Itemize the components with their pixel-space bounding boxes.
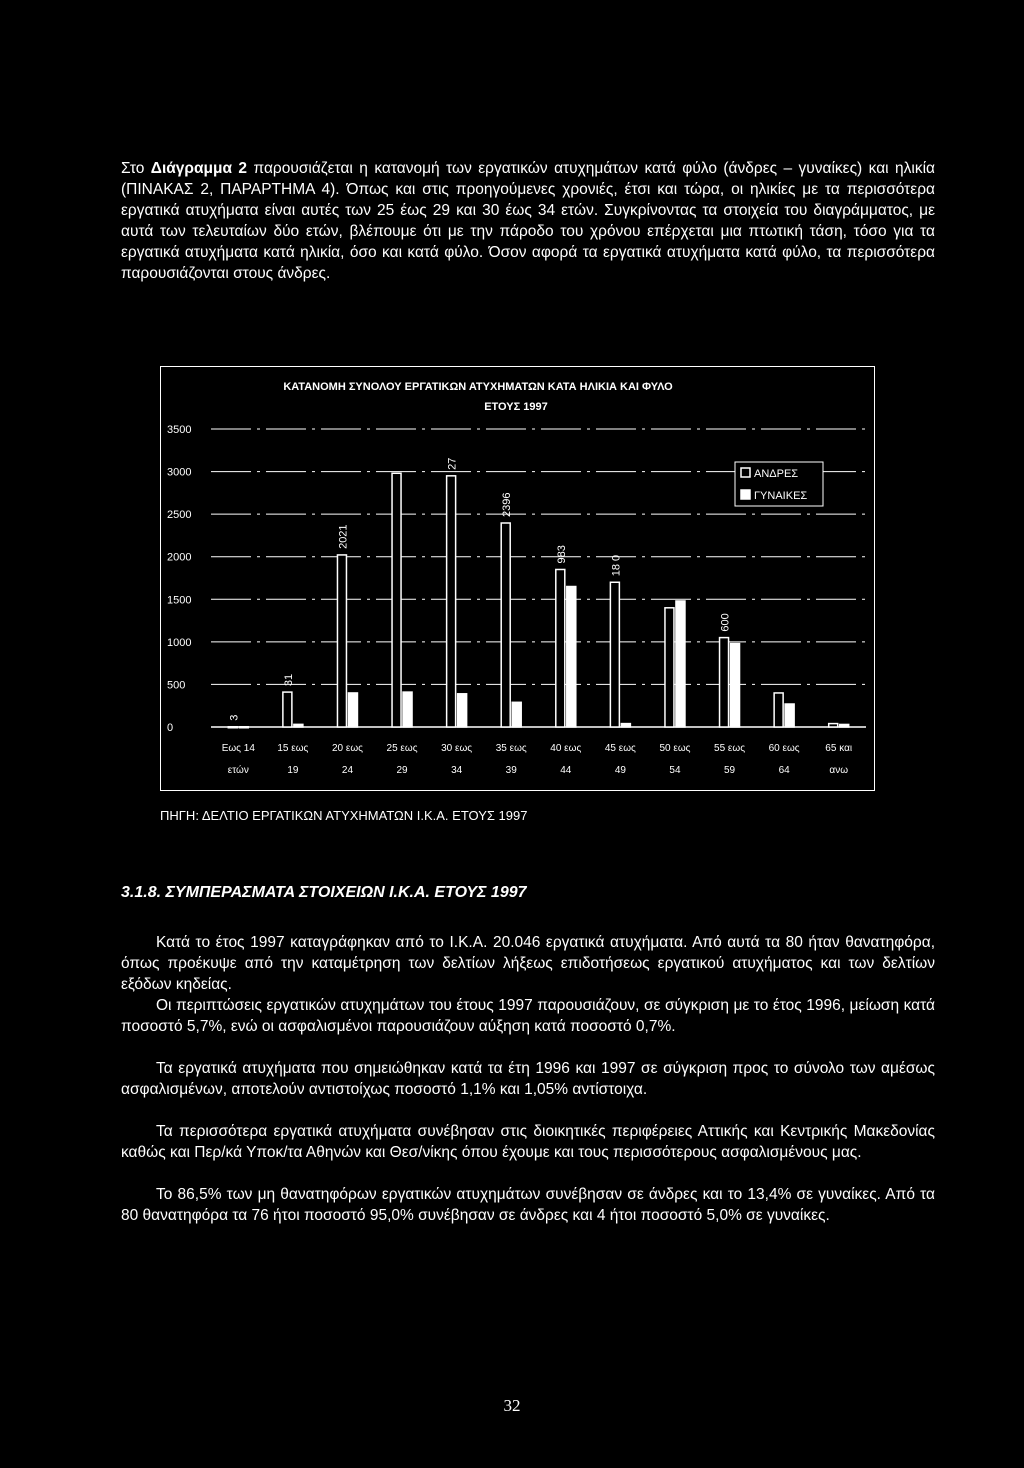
paragraph-4: Τα περισσότερα εργατικά ατυχήματα συνέβησαν στις διοικητικές περιφέρειες Αττικής και Κεντρικής Μακεδονίας καθώς και Περ/κά Υποκ/τα Αθηνών και Θεσ/νίκης όπου έχουμε και τους περισσότερους ασφαλισμένους μας.	[121, 1123, 935, 1161]
bar-women	[512, 702, 521, 727]
bar-men	[392, 473, 401, 727]
bar-data-label: 27	[446, 457, 459, 470]
bar-men	[829, 724, 838, 727]
y-tick-label: 1000	[167, 636, 192, 649]
bar-women	[785, 704, 794, 727]
x-tick-label: 34	[451, 765, 463, 776]
x-tick-label: 35 εως	[495, 743, 527, 754]
intro-bold: Διάγραμμα 2	[150, 160, 248, 177]
y-tick-label: 2000	[167, 551, 192, 564]
bar-women	[731, 644, 740, 727]
x-tick-label: 59	[723, 765, 736, 776]
bar-women	[621, 724, 630, 727]
x-tick-label: 65 και	[825, 743, 853, 754]
section-heading: 3.1.8. ΣΥΜΠΕΡΑΣΜΑΤΑ ΣΤΟΙΧΕΙΩΝ Ι.Κ.Α. ΕΤΟΥΣ 1997	[121, 884, 527, 901]
x-tick-label: Εως 14	[221, 743, 255, 754]
y-tick-label: 1500	[167, 594, 192, 607]
x-tick-label: 44	[560, 765, 572, 776]
bar-data-label: 600	[719, 613, 732, 632]
bar-women	[840, 724, 849, 727]
bar-women	[239, 727, 248, 728]
chart-title: ΚΑΤΑΝΟΜΗ ΣΥΝΟΛΟΥ ΕΡΓΑΤΙΚΩΝ ΑΤΥΧΗΜΑΤΩΝ ΚΑΤΑ ΗΛΙΚΙΑ ΚΑΙ ΦΥΛΟ	[283, 381, 673, 393]
bar-men	[610, 582, 619, 727]
x-tick-label: 55 εως	[714, 743, 746, 754]
bar-women	[458, 694, 467, 727]
x-tick-label: 64	[778, 765, 790, 776]
bar-women	[567, 587, 576, 727]
paragraph-2: Οι περιπτώσεις εργατικών ατυχημάτων του έτους 1997 παρουσιάζουν, σε σύγκριση με το έτος 1996, μείωση κατά ποσοστό 5,7%, ενώ οι ασφαλισμένοι παρουσιάζουν αύξηση κατά ποσοστό 0,7%.	[121, 997, 935, 1035]
y-tick-label: 3000	[167, 466, 192, 479]
legend-label-men: ΑΝΔΡΕΣ	[754, 468, 799, 480]
y-tick-label: 500	[167, 679, 186, 692]
x-tick-label: 20 εως	[331, 743, 363, 754]
bar-data-label: 983	[555, 545, 568, 564]
x-tick-label: 15 εως	[277, 743, 309, 754]
bar-data-label: 2021	[337, 524, 350, 549]
chart-subtitle: ΕΤΟΥΣ 1997	[484, 401, 548, 413]
bar-data-label: 18 0	[610, 554, 623, 577]
paragraph-5: Το 86,5% των μη θανατηφόρων εργατικών ατυχημάτων συνέβησαν σε άνδρες και το 13,4% σε γυναίκες. Από τα 80 θανατηφόρα τα 76 ήτοι ποσοστό 95,0% συνέβησαν σε άνδρες και 4 ήτοι ποσοστό 5,0% σε γυναίκες.	[121, 1186, 935, 1224]
y-tick-label: 2500	[167, 509, 192, 522]
x-tick-label: 45 εως	[604, 743, 636, 754]
bar-women	[348, 693, 357, 727]
y-tick-label: 3500	[167, 424, 192, 436]
legend-swatch-women	[741, 490, 750, 499]
chart-source: ΠΗΓΗ: ΔΕΛΤΙΟ ΕΡΓΑΤΙΚΩΝ ΑΤΥΧΗΜΑΤΩΝ Ι.Κ.Α. ΕΤΟΥΣ 1997	[160, 808, 528, 823]
x-tick-label: ετών	[227, 765, 249, 776]
x-tick-label: 49	[614, 765, 626, 776]
bar-men	[501, 523, 510, 727]
bar-data-label: 31	[282, 673, 295, 687]
x-tick-label: 54	[669, 765, 681, 776]
bar-men	[774, 693, 783, 727]
x-tick-label: 19	[287, 765, 299, 776]
bar-men	[447, 476, 456, 727]
bar-men	[228, 727, 237, 728]
y-tick-label: 0	[167, 722, 174, 734]
intro-paragraph: Στο Διάγραμμα 2 παρουσιάζεται η κατανομή των εργατικών ατυχημάτων κατά φύλο (άνδρες – γυναίκες) και ηλικία (ΠΙΝΑΚΑΣ 2, ΠΑΡΑΡΤΗΜΑ 4). Όπως και στις προηγούμενες χρονιές, έτσι και τώρα, οι ηλικίες με τα περισσότερα εργατικά ατυχήματα είναι αυτές των 25 έως 29 και 30 έως 34 ετών. Συγκρίνοντας τα στοιχεία του διαγράμματος, με αυτά των τελευταίων δύο ετών, βλέπουμε ότι με την πάροδο του χρόνου επέρχεται μια πτωτική τάση, τόσο για τα εργατικά ατυχήματα κατά ηλικία, όσο και κατά φύλο. Όσον αφορά τα εργατικά ατυχήματα κατά φύλο, τα περισσότερα παρουσιάζονται στους άνδρες.	[121, 160, 935, 282]
page-number: 32	[503, 1396, 521, 1415]
paragraph-1: Κατά το έτος 1997 καταγράφηκαν από το Ι.Κ.Α. 20.046 εργατικά ατυχήματα. Από αυτά τα 80 ήταν θανατηφόρα, όπως προέκυψε από την καταμέτρηση των δελτίων λήξεως επιδοτήσεως εργατικού ατυχήματος και των δελτίων εξόδων κηδείας.	[121, 934, 935, 993]
x-tick-label: 60 εως	[768, 743, 800, 754]
bar-men	[665, 608, 674, 727]
chart-frame	[160, 366, 875, 791]
x-tick-label: ανω	[829, 765, 849, 776]
bar-men	[283, 692, 292, 727]
bar-men	[556, 569, 565, 727]
chart-svg	[161, 367, 876, 792]
legend-swatch-men	[741, 468, 750, 477]
bar-data-label: 3	[228, 714, 241, 721]
x-tick-label: 29	[396, 765, 408, 776]
x-tick-label: 39	[505, 765, 517, 776]
x-tick-label: 25 εως	[386, 743, 418, 754]
bar-men	[720, 638, 729, 727]
bar-men	[337, 555, 346, 727]
x-tick-label: 30 εως	[441, 743, 473, 754]
bar-women	[294, 724, 303, 727]
bar-women	[676, 601, 685, 727]
paragraph-3: Τα εργατικά ατυχήματα που σημειώθηκαν κατά τα έτη 1996 και 1997 σε σύγκριση προς το σύνολο των αμέσως ασφαλισμένων, αποτελούν αντιστοίχως ποσοστό 1,1% και 1,05% αντίστοιχα.	[121, 1060, 935, 1098]
legend-label-women: ΓΥΝΑΙΚΕΣ	[754, 490, 808, 502]
bar-women	[403, 692, 412, 727]
x-tick-label: 50 εως	[659, 743, 691, 754]
bar-data-label: 2396	[501, 492, 514, 517]
x-tick-label: 40 εως	[550, 743, 582, 754]
x-tick-label: 24	[341, 765, 354, 776]
